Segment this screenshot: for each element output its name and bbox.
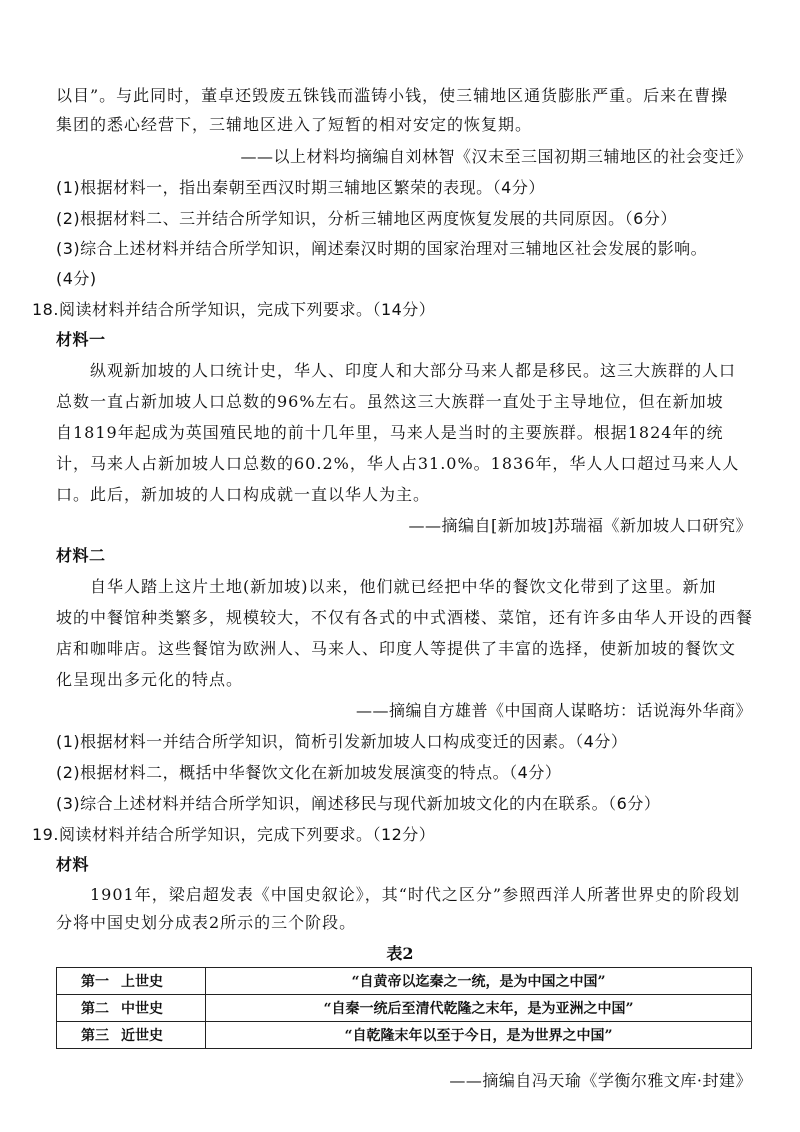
material-text-line: 以目”。与此同时，董卓还毁废五铢钱而滥铸小钱，使三辅地区通货膨胀严重。后来在曹操 [56, 86, 729, 105]
stage-cell [57, 995, 206, 1022]
material-source: ——摘编自冯天瑜《学衡尔雅文库·封建》 [449, 1071, 752, 1090]
stage-number: 第二 [81, 1001, 109, 1017]
material-text-line: 分将中国史划分成表2所示的三个阶段。 [56, 913, 357, 932]
material-source: ——以上材料均摘编自刘林智《汉末至三国初期三辅地区的社会变迁》 [240, 147, 752, 166]
material-label: 材料 [56, 855, 90, 874]
stage-name: 近世史 [121, 1028, 163, 1044]
question-item: (1)根据材料一并结合所学知识，简析引发新加坡人口构成变迁的因素。（4分） [56, 732, 628, 751]
material-text-line: 集团的悉心经营下，三辅地区进入了短暂的相对安定的恢复期。 [56, 115, 533, 134]
stage-cell [57, 1022, 206, 1049]
material-label: 材料二 [56, 546, 106, 565]
history-stages-table [56, 967, 752, 1049]
table-row [57, 995, 752, 1022]
question-header: 18.阅读材料并结合所学知识，完成下列要求。（14分） [32, 300, 436, 319]
stage-description: “自乾隆末年以至于今日，是为世界之中国” [206, 1022, 752, 1049]
question-header: 19.阅读材料并结合所学知识，完成下列要求。（12分） [32, 825, 436, 844]
material-text-line: 坡的中餐馆种类繁多，规模较大，不仅有各式的中式酒楼、菜馆，还有许多由华人开设的西餐 [56, 608, 754, 627]
question-item: (2)根据材料二，概括中华餐饮文化在新加坡发展演变的特点。（4分） [56, 763, 562, 782]
material-text-line: 自华人踏上这片土地(新加坡)以来，他们就已经把中华的餐饮文化带到了这里。新加 [90, 577, 717, 596]
question-item: (3)综合上述材料并结合所学知识，阐述秦汉时期的国家治理对三辅地区社会发展的影响。 [56, 239, 708, 258]
question-item: (1)根据材料一，指出秦朝至西汉时期三辅地区繁荣的表现。（4分） [56, 178, 545, 197]
material-text-line: 1901年，梁启超发表《中国史叙论》，其“时代之区分”参照西洋人所著世界史的阶段划 [90, 885, 741, 904]
material-source: ——摘编自方雄普《中国商人谋略坊：话说海外华商》 [355, 701, 752, 720]
material-text-line: 总数一直占新加坡人口总数的96%左右。虽然这三大族群一直处于主导地位，但在新加坡 [56, 392, 724, 411]
stage-cell [57, 968, 206, 995]
question-item: (2)根据材料二、三并结合所学知识，分析三辅地区两度恢复发展的共同原因。（6分） [56, 209, 677, 228]
material-text-line: 自1819年起成为英国殖民地的前十几年里，马来人是当时的主要族群。根据1824年的统 [56, 423, 724, 442]
stage-name: 上世史 [121, 974, 163, 990]
material-text-line: 纵观新加坡的人口统计史，华人、印度人和大部分马来人都是移民。这三大族群的人口 [90, 361, 737, 380]
table-caption: 表2 [386, 944, 414, 963]
stage-number: 第一 [81, 974, 109, 990]
stage-number: 第三 [81, 1028, 109, 1044]
material-label: 材料一 [56, 330, 106, 349]
question-item-continuation: (4分) [56, 269, 97, 288]
table-row [57, 1022, 752, 1049]
material-text-line: 口。此后，新加坡的人口构成就一直以华人为主。 [56, 485, 431, 504]
stage-description: “自秦一统后至清代乾隆之末年，是为亚洲之中国” [206, 995, 752, 1022]
material-text-line: 化呈现出多元化的特点。 [56, 670, 244, 689]
stage-name: 中世史 [121, 1001, 163, 1017]
question-item: (3)综合上述材料并结合所学知识，阐述移民与现代新加坡文化的内在联系。（6分） [56, 794, 661, 813]
table-row [57, 968, 752, 995]
material-text-line: 计，马来人占新加坡人口总数的60.2%，华人占31.0%。1836年，华人人口超过马来人人 [56, 454, 740, 473]
material-text-line: 店和咖啡店。这些餐馆为欧洲人、马来人、印度人等提供了丰富的选择，使新加坡的餐饮文 [56, 639, 737, 658]
material-source: ——摘编自[新加坡]苏瑞福《新加坡人口研究》 [408, 516, 752, 535]
stage-description: “自黄帝以迄秦之一统，是为中国之中国” [206, 968, 752, 995]
